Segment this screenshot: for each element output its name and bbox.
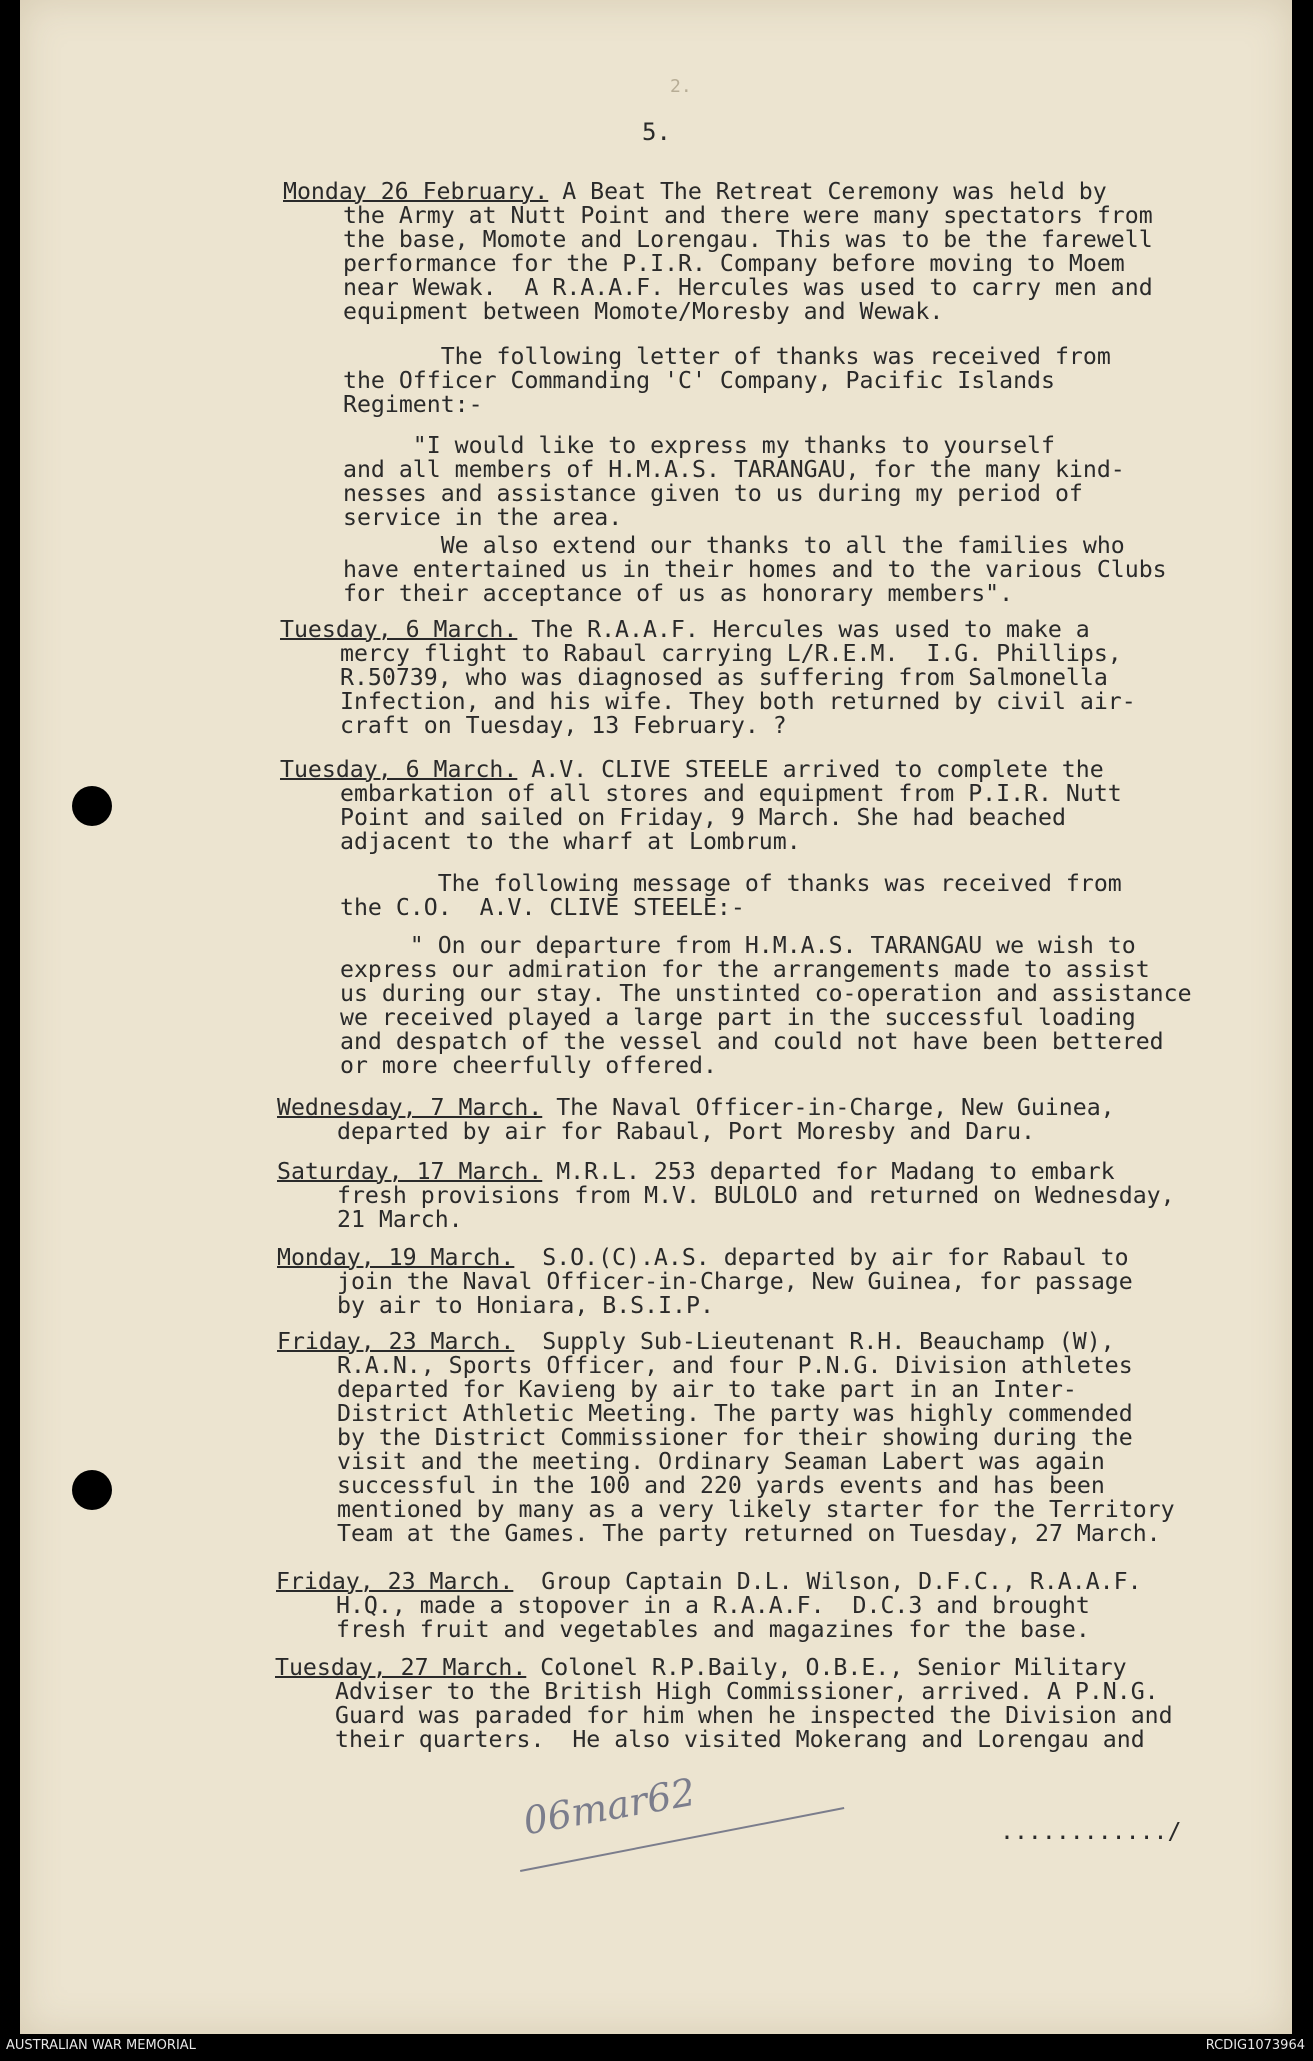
- entry-line: R.50739, who was diagnosed as suffering from Salmonella: [340, 664, 1108, 691]
- entry-line: S.O.(C).A.S. departed by air for Rabaul to: [514, 1244, 1129, 1271]
- entry-line: we received played a large part in the successful loading: [340, 1004, 1136, 1031]
- entry-date: Monday, 19 March.: [277, 1244, 515, 1271]
- entry-line: The R.A.A.F. Hercules was used to make a: [531, 616, 1090, 643]
- entry-line: and despatch of the vessel and could not have been bettered: [340, 1028, 1164, 1055]
- entry-line: The following message of thanks was received from: [340, 870, 1122, 897]
- entry-date: Tuesday, 27 March.: [275, 1654, 527, 1681]
- entry-line: fresh fruit and vegetables and magazines for the base.: [336, 1616, 1090, 1643]
- entry-line: A Beat The Retreat Ceremony was held by: [562, 178, 1107, 205]
- footer-archive-name: AUSTRALIAN WAR MEMORIAL: [6, 2038, 196, 2053]
- entry-line: near Wewak. A R.A.A.F. Hercules was used to carry men and: [343, 274, 1153, 301]
- entry-line: by air to Honiara, B.S.I.P.: [337, 1292, 714, 1319]
- entry-date: Monday 26 February.: [283, 178, 549, 205]
- entry-line: express our admiration for the arrangements made to assist: [340, 956, 1150, 983]
- entry-date: Tuesday, 6 March.: [280, 616, 518, 643]
- entry-line: Regiment:-: [343, 391, 483, 418]
- entry-date: Wednesday, 7 March.: [277, 1094, 543, 1121]
- entry-line: R.A.N., Sports Officer, and four P.N.G. Division athletes: [337, 1352, 1133, 1379]
- punch-hole-bottom: [72, 1470, 112, 1510]
- page-number: 5.: [642, 118, 671, 146]
- entry-line: The following letter of thanks was received from: [343, 343, 1111, 370]
- entry-line: District Athletic Meeting. The party was highly commended: [337, 1400, 1133, 1427]
- entry-line: for their acceptance of us as honorary members".: [343, 580, 1014, 607]
- entry-line: their quarters. He also visited Mokerang and Lorengau and: [335, 1726, 1145, 1753]
- entry-line: have entertained us in their homes and to the various Clubs: [343, 556, 1167, 583]
- entry-line: embarkation of all stores and equipment from P.I.R. Nutt: [340, 780, 1122, 807]
- handwritten-date: 06mar62: [520, 1769, 699, 1844]
- entry-line: mercy flight to Rabaul carrying L/R.E.M. I.G. Phillips,: [340, 640, 1122, 667]
- entry-line: A.V. CLIVE STEELE arrived to complete the: [531, 756, 1104, 783]
- entry-date: Saturday, 17 March.: [277, 1158, 543, 1185]
- entry-line: Guard was paraded for him when he inspected the Division and: [335, 1702, 1173, 1729]
- footer-record-id: RCDIG1073964: [1205, 2038, 1305, 2053]
- entry-line: Team at the Games. The party returned on Tuesday, 27 March.: [337, 1520, 1161, 1547]
- entry-line: The Naval Officer-in-Charge, New Guinea,: [542, 1094, 1115, 1121]
- entry-line: We also extend our thanks to all the families who: [343, 532, 1125, 559]
- entry-line: 21 March.: [337, 1206, 463, 1233]
- entry-line: us during our stay. The unstinted co-operation and assistance: [340, 980, 1192, 1007]
- entry-line: and all members of H.M.A.S. TARANGAU, for the many kind-: [343, 456, 1125, 483]
- entry-line: " On our departure from H.M.A.S. TARANGAU we wish to: [340, 932, 1136, 959]
- entry-line: by the District Commissioner for their showing during the: [337, 1424, 1133, 1451]
- entry-line: equipment between Momote/Moresby and Wewak.: [343, 298, 944, 325]
- entry-line: craft on Tuesday, 13 February. ?: [340, 712, 787, 739]
- entry-line: Point and sailed on Friday, 9 March. She had beached: [340, 804, 1066, 831]
- entry-line: the Army at Nutt Point and there were many spectators from: [343, 202, 1153, 229]
- entry-line: nesses and assistance given to us during my period of: [343, 480, 1083, 507]
- entry-line: performance for the P.I.R. Company before moving to Moem: [343, 250, 1125, 277]
- entry-line: Colonel R.P.Baily, O.B.E., Senior Military: [526, 1654, 1127, 1681]
- punch-hole-top: [72, 786, 112, 826]
- faint-page-mark: 2.: [670, 76, 692, 97]
- entry-line: mentioned by many as a very likely starter for the Territory: [337, 1496, 1175, 1523]
- entry-line: fresh provisions from M.V. BULOLO and returned on Wednesday,: [337, 1182, 1175, 1209]
- entry-line: H.Q., made a stopover in a R.A.A.F. D.C.3 and brought: [336, 1592, 1090, 1619]
- entry-date: Friday, 23 March.: [277, 1328, 515, 1355]
- entry-line: the base, Momote and Lorengau. This was to be the farewell: [343, 226, 1153, 253]
- entry-line: Infection, and his wife. They both returned by civil air-: [340, 688, 1136, 715]
- entry-line: "I would like to express my thanks to yourself: [343, 432, 1055, 459]
- entry-line: the C.O. A.V. CLIVE STEELE:-: [340, 894, 745, 921]
- entry-line: visit and the meeting. Ordinary Seaman Labert was again: [337, 1448, 1105, 1475]
- entry-line: Group Captain D.L. Wilson, D.F.C., R.A.A.F.: [513, 1568, 1142, 1595]
- entry-line: the Officer Commanding 'C' Company, Pacific Islands: [343, 367, 1055, 394]
- entry-line: successful in the 100 and 220 yards events and has been: [337, 1472, 1105, 1499]
- entry-line: departed by air for Rabaul, Port Moresby and Daru.: [337, 1118, 1036, 1145]
- entry-line: M.R.L. 253 departed for Madang to embark: [542, 1158, 1115, 1185]
- entry-line: or more cheerfully offered.: [340, 1052, 717, 1079]
- document-page: [20, 0, 1292, 2034]
- entry-line: adjacent to the wharf at Lombrum.: [340, 828, 801, 855]
- entry-line: join the Naval Officer-in-Charge, New Guinea, for passage: [337, 1268, 1133, 1295]
- entry-date: Friday, 23 March.: [276, 1568, 514, 1595]
- continuation-marker: ............/: [1000, 1818, 1182, 1845]
- entry-line: Supply Sub-Lieutenant R.H. Beauchamp (W),: [514, 1328, 1115, 1355]
- entry-line: Adviser to the British High Commissioner, arrived. A P.N.G.: [335, 1678, 1159, 1705]
- entry-line: service in the area.: [343, 504, 623, 531]
- entry-line: departed for Kavieng by air to take part in an Inter-: [337, 1376, 1077, 1403]
- entry-date: Tuesday, 6 March.: [280, 756, 518, 783]
